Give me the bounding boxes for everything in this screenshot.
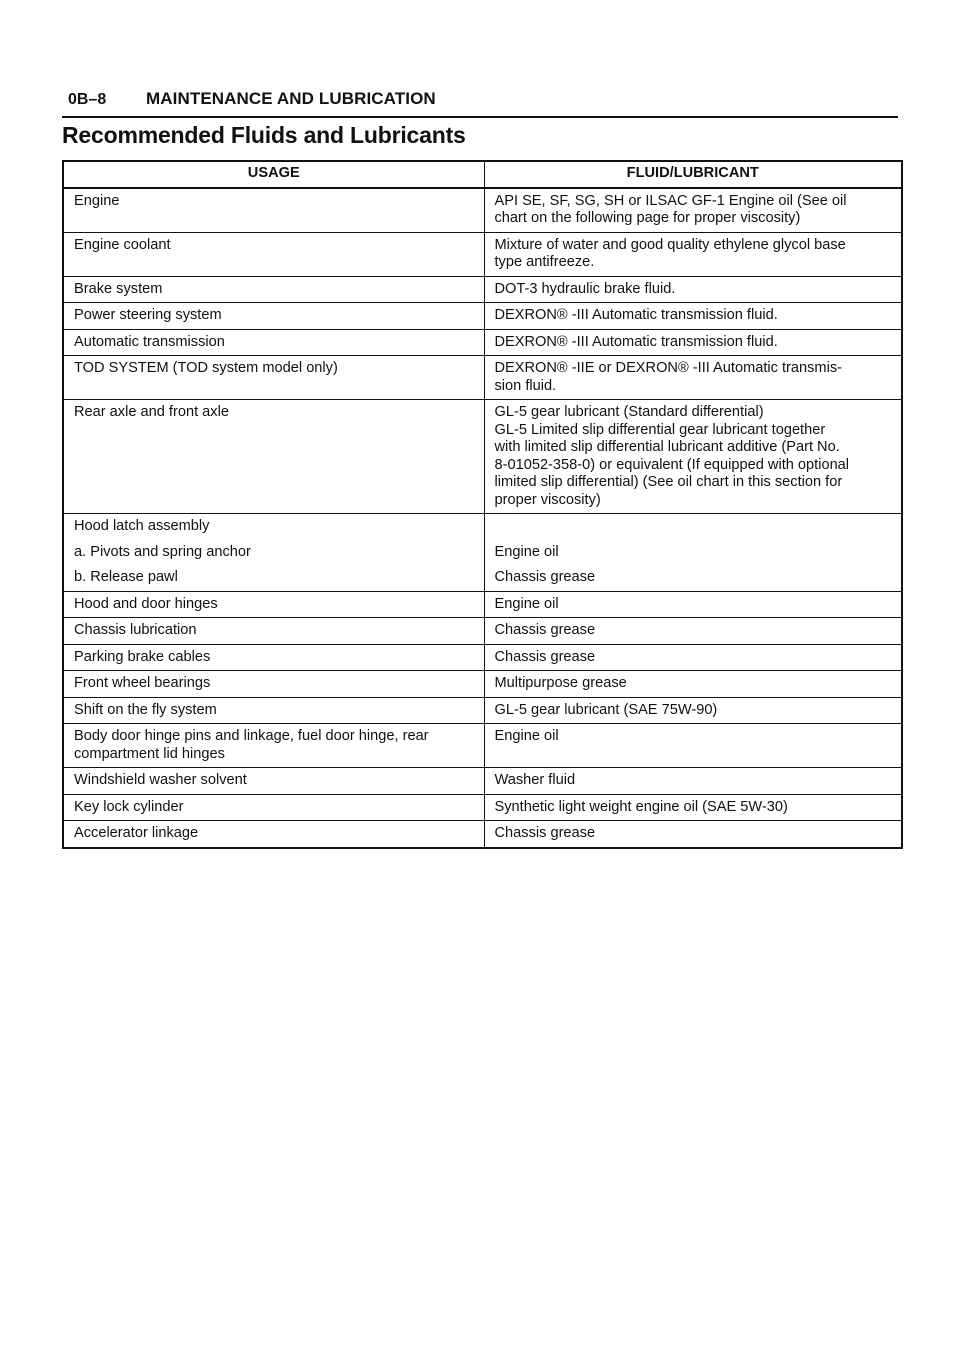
page-title: Recommended Fluids and Lubricants [62, 122, 466, 148]
fluid-line: limited slip differential) (See oil chart in this section for [494, 474, 843, 490]
page-header [62, 88, 898, 118]
column-header-fluid: FLUID/LUBRICANT [484, 161, 902, 188]
table-row [63, 697, 902, 724]
table-body [63, 188, 902, 848]
fluid-cell: GL-5 gear lubricant (SAE 75W-90) [484, 697, 902, 724]
fluids-table [62, 160, 903, 849]
usage-cell: Parking brake cables [63, 644, 484, 671]
table-row [63, 768, 902, 795]
section-name: MAINTENANCE AND LUBRICATION [146, 89, 436, 108]
table-row [63, 400, 902, 514]
fluid-cell: Chassis grease [484, 644, 902, 671]
fluid-line: DEXRON® -III Automatic transmission fluid. [494, 307, 778, 323]
fluid-line: GL-5 Limited slip differential gear lubricant together [494, 421, 826, 438]
table-row [63, 188, 902, 233]
table-row [63, 618, 902, 645]
usage-cell: Chassis lubrication [63, 618, 484, 645]
usage-cell: a. Pivots and spring anchor [63, 540, 484, 566]
fluid-line: DOT-3 hydraulic brake fluid. [494, 280, 676, 297]
table-row [63, 794, 902, 821]
fluid-line: GL-5 gear lubricant (Standard differential) [494, 404, 764, 420]
usage-cell: Shift on the fly system [63, 697, 484, 724]
usage-line: compartment lid hinges [74, 745, 225, 762]
fluid-line: type antifreeze. [494, 254, 595, 270]
table-row-hood-latch-item [63, 540, 902, 566]
fluid-cell: Synthetic light weight engine oil (SAE 5W-30) [484, 794, 902, 821]
usage-cell: Engine coolant [63, 232, 484, 276]
usage-cell: Engine [63, 188, 484, 233]
usage-cell: Hood and door hinges [63, 591, 484, 618]
usage-cell: Key lock cylinder [63, 794, 484, 821]
table-row [63, 821, 902, 848]
usage-cell: Front wheel bearings [63, 671, 484, 698]
usage-cell: Brake system [63, 276, 484, 303]
fluid-cell [484, 188, 902, 233]
fluid-line: sion fluid. [494, 377, 557, 394]
table-row [63, 671, 902, 698]
usage-cell: Hood latch assembly [63, 514, 484, 540]
fluid-cell [484, 232, 902, 276]
usage-cell: b. Release pawl [63, 565, 484, 591]
table-row [63, 724, 902, 768]
usage-cell: Accelerator linkage [63, 821, 484, 848]
usage-cell: Rear axle and front axle [63, 400, 484, 514]
fluid-line: Mixture of water and good quality ethylene glycol base [494, 236, 846, 253]
fluid-cell: Washer fluid [484, 768, 902, 795]
header-rule [62, 116, 898, 118]
table-row [63, 356, 902, 400]
table-row-hood-latch-item [63, 565, 902, 591]
fluid-line: chart on the following page for proper viscosity) [494, 210, 801, 226]
page-number: 0B–8 [68, 91, 107, 108]
fluid-cell: Multipurpose grease [484, 671, 902, 698]
fluid-line: proper viscosity) [494, 491, 601, 508]
fluid-cell: Chassis grease [484, 618, 902, 645]
usage-line: Body door hinge pins and linkage, fuel door hinge, rear [74, 728, 429, 744]
fluid-line: API SE, SF, SG, SH or ILSAC GF-1 Engine oil (See oil [494, 192, 847, 209]
table-row [63, 329, 902, 356]
fluid-cell [484, 400, 902, 514]
fluid-cell [484, 329, 902, 356]
column-header-usage: USAGE [63, 161, 484, 188]
table-row [63, 303, 902, 330]
usage-cell: TOD SYSTEM (TOD system model only) [63, 356, 484, 400]
usage-cell [63, 724, 484, 768]
usage-cell: Automatic transmission [63, 329, 484, 356]
fluid-line: DEXRON® -III Automatic transmission fluid. [494, 333, 778, 350]
fluid-cell: Engine oil [484, 591, 902, 618]
fluid-cell [484, 514, 902, 540]
fluid-cell [484, 356, 902, 400]
fluid-cell: Engine oil [484, 540, 902, 566]
table-row [63, 276, 902, 303]
table-row [63, 232, 902, 276]
fluid-line: DEXRON® -IIE or DEXRON® -III Automatic transmis- [494, 360, 842, 376]
fluid-cell [484, 276, 902, 303]
fluid-cell: Engine oil [484, 724, 902, 768]
fluid-cell [484, 303, 902, 330]
fluid-line: 8-01052-358-0) or equivalent (If equipped with optional [494, 456, 850, 473]
table-header-row [63, 161, 902, 188]
table-row [63, 591, 902, 618]
table-row [63, 644, 902, 671]
usage-cell: Windshield washer solvent [63, 768, 484, 795]
usage-cell: Power steering system [63, 303, 484, 330]
fluid-line: with limited slip differential lubricant additive (Part No. [494, 439, 840, 455]
table-row-hood-latch [63, 514, 902, 540]
fluid-cell: Chassis grease [484, 821, 902, 848]
fluid-cell: Chassis grease [484, 565, 902, 591]
